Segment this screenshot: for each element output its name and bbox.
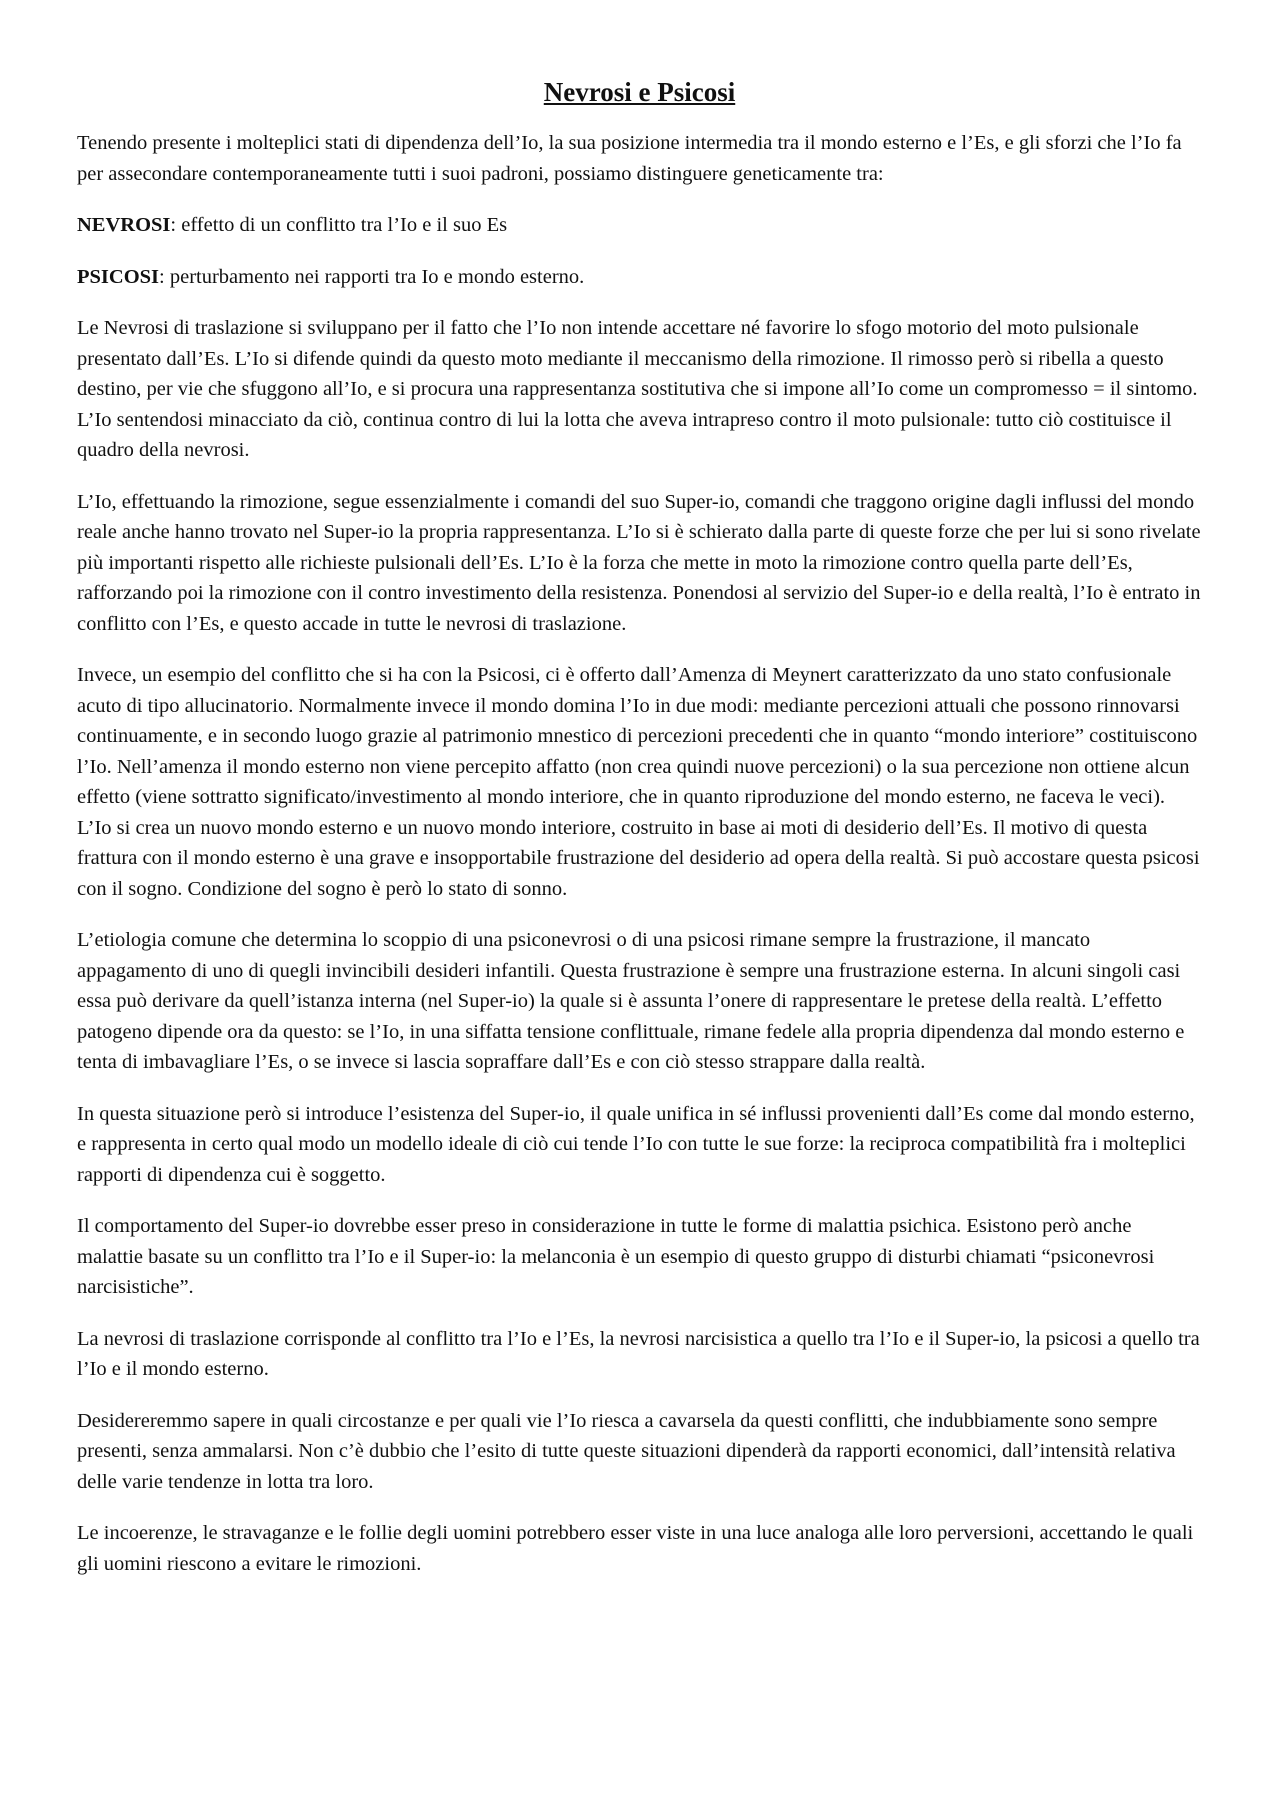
paragraph-circostanze: Desidereremmo sapere in quali circostanze e per quali vie l’Io riesca a cavarsela da questi conflitti, che indubbiamente sono sempre presenti, senza ammalarsi. Non c’è dubbio che l’esito di tutte queste situazioni dipenderà da rapporti economici, dall’intensità relativa delle varie tendenze in lotta tra loro. xyxy=(77,1409,1176,1493)
paragraph-rimozione: L’Io, effettuando la rimozione, segue essenzialmente i comandi del suo Super-io, comandi che traggono origine dagli influssi del mondo reale anche hanno trovato nel Super-io la propria rappresentanza. L’Io si è schierato dalla parte di queste forze che per lui si sono rivelate più importanti rispetto alle richieste pulsionali dell’Es. L’Io è la forza che mette in moto la rimozione contro quella parte dell’Es, rafforzando poi la rimozione con il contro investimento della resistenza. Ponendosi al servizio del Super-io e della realtà, l’Io è entrato in conflitto con l’Es, e questo accade in tutte le nevrosi di traslazione. xyxy=(77,490,1201,635)
paragraph-nevrosi-traslazione: Le Nevrosi di traslazione si sviluppano per il fatto che l’Io non intende accettare né favorire lo sfogo motorio del moto pulsionale presentato dall’Es. L’Io si difende quindi da questo moto mediante il meccanismo della rimozione. Il rimosso però si ribella a questo destino, per vie che sfuggono all’Io, e si procura una rappresentanza sostitutiva che si impone all’Io come un compromesso = il sintomo. L’Io sentendosi minacciato da ciò, continua contro di lui la lotta che aveva intrapreso contro il moto pulsionale: tutto ciò costituisce il quadro della nevrosi. xyxy=(77,317,1198,461)
paragraph-conclusione: Le incoerenze, le stravaganze e le follie degli uomini potrebbero esser viste in una luce analoga alle loro perversioni, accettando le quali gli uomini riescono a evitare le rimozioni. xyxy=(77,1522,1194,1575)
intro-paragraph: Tenendo presente i molteplici stati di dipendenza dell’Io, la sua posizione intermedia tra il mondo esterno e l’Es, e gli sforzi che l’Io fa per assecondare contemporaneamente tutti i suoi padroni, possiamo distinguere geneticamente tra: xyxy=(77,132,1182,185)
paragraph-super-io: In questa situazione però si introduce l’esistenza del Super-io, il quale unifica in sé influssi provenienti dall’Es come dal mondo esterno, e rappresenta in certo qual modo un modello ideale di ciò cui tende l’Io con tutte le sue forze: la reciproca compatibilità fra i molteplici rapporti di dipendenza cui è soggetto. xyxy=(77,1102,1195,1186)
definition-nevrosi xyxy=(77,210,1202,241)
paragraph-comportamento-super-io: Il comportamento del Super-io dovrebbe esser preso in considerazione in tutte le forme di malattia psichica. Esistono però anche malattie basate su un conflitto tra l’Io e il Super-io: la melanconia è un esempio di questo gruppo di disturbi chiamati “psiconevrosi narcisistiche”. xyxy=(77,1215,1155,1298)
paragraph-conflitti-sintesi: La nevrosi di traslazione corrisponde al conflitto tra l’Io e l’Es, la nevrosi narcisistica a quello tra l’Io e il Super-io, la psicosi a quello tra l’Io e il mondo esterno. xyxy=(77,1327,1200,1380)
paragraph-etiologia: L’etiologia comune che determina lo scoppio di una psiconevrosi o di una psicosi rimane sempre la frustrazione, il mancato appagamento di uno di quegli invincibili desideri infantili. Questa frustrazione è sempre una frustrazione esterna. In alcuni singoli casi essa può derivare da quell’istanza interna (nel Super-io) la quale si è assunta l’onere di rappresentare le pretese della realtà. L’effetto patogeno dipende ora da questo: se l’Io, in una siffatta tensione conflittuale, rimane fedele alla propria dipendenza dal mondo esterno e tenta di imbavagliare l’Es, o se invece si lascia sopraffare dall’Es e con ciò stesso strappare dalla realtà. xyxy=(77,929,1185,1073)
definition-psicosi-text: : perturbamento nei rapporti tra Io e mondo esterno. xyxy=(159,265,585,288)
term-psicosi: PSICOSI xyxy=(77,265,160,288)
page-title: Nevrosi e Psicosi xyxy=(543,77,736,107)
paragraph-psicosi-amenza: Invece, un esempio del conflitto che si ha con la Psicosi, ci è offerto dall’Amenza di Meynert caratterizzato da uno stato confusionale acuto di tipo allucinatorio. Normalmente invece il mondo domina l’Io in due modi: mediante percezioni attuali che possono rinnovarsi continuamente, e in secondo luogo grazie al patrimonio mnestico di percezioni precedenti che in quanto “mondo interiore” costituiscono l’Io. Nell’amenza il mondo esterno non viene percepito affatto (non crea quindi nuove percezioni) o la sua percezione non ottiene alcun effetto (viene sottratto significato/investimento al mondo interiore, che in quanto riproduzione del mondo esterno, ne faceva le veci). L’Io si crea un nuovo mondo esterno e un nuovo mondo interiore, costruito in base ai moti di desiderio dell’Es. Il motivo di questa frattura con il mondo esterno è una grave e insopportabile frustrazione del desiderio ad opera della realtà. Si può accostare questa psicosi con il sogno. Condizione del sogno è però lo stato di sonno. xyxy=(77,664,1200,900)
definition-nevrosi-text: : effetto di un conflitto tra l’Io e il suo Es xyxy=(170,214,508,236)
definition-psicosi xyxy=(77,262,1202,293)
term-nevrosi: NEVROSI xyxy=(77,214,171,236)
